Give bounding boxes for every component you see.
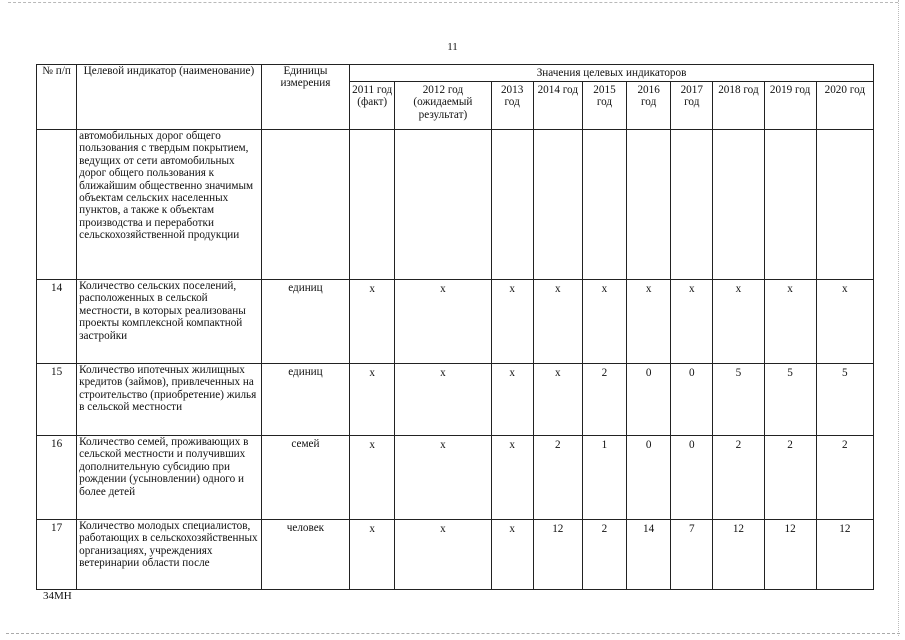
header-values-group: Значения целевых индикаторов <box>350 65 874 82</box>
value-cell: 2 <box>816 436 873 520</box>
value-cell <box>627 130 671 280</box>
header-year: 2017 год <box>671 82 713 130</box>
unit-cell: семей <box>261 436 349 520</box>
value-cell: х <box>491 364 533 436</box>
value-cell: 0 <box>671 364 713 436</box>
page-number: 11 <box>447 41 458 53</box>
indicator-table <box>36 64 874 590</box>
value-cell: х <box>671 280 713 364</box>
unit-cell: единиц <box>261 364 349 436</box>
unit-cell: человек <box>261 520 349 590</box>
value-cell: 0 <box>627 436 671 520</box>
value-cell: х <box>395 280 491 364</box>
value-cell: 2 <box>582 364 626 436</box>
row-number <box>37 130 77 280</box>
value-cell: 7 <box>671 520 713 590</box>
value-cell: х <box>491 436 533 520</box>
header-year: 2011 год (факт) <box>350 82 395 130</box>
value-cell: 14 <box>627 520 671 590</box>
document-code: 34МН <box>43 590 72 602</box>
value-cell: 5 <box>816 364 873 436</box>
header-year: 2014 год <box>533 82 582 130</box>
value-cell <box>713 130 764 280</box>
header-row-top <box>37 65 874 82</box>
value-cell: х <box>627 280 671 364</box>
header-year: 2016 год <box>627 82 671 130</box>
row-number: 14 <box>37 280 77 364</box>
scan-edge-top <box>8 2 898 3</box>
indicator-name: автомобильных дорог общего пользования с твердым покрытием, ведущих от сети автомобильных дорог общего пользования к ближайшим общественно значимым объектам сельских населенных пунктов, а также к объектам производства и переработки сельскохозяйственной продукции <box>77 130 262 280</box>
value-cell: х <box>533 364 582 436</box>
value-cell <box>671 130 713 280</box>
indicator-name: Количество сельских поселений, расположенных в сельской местности, в которых реализованы проекты комплексной компактной застройки <box>77 280 262 364</box>
header-num: № п/п <box>37 65 77 130</box>
value-cell: х <box>491 520 533 590</box>
value-cell: 1 <box>582 436 626 520</box>
value-cell: 0 <box>627 364 671 436</box>
value-cell: х <box>350 280 395 364</box>
value-cell <box>350 130 395 280</box>
unit-cell <box>261 130 349 280</box>
indicator-name: Количество семей, проживающих в сельской местности и получивших дополнительную субсидию при рождении (усыновлении) одного и более детей <box>77 436 262 520</box>
header-year: 2013 год <box>491 82 533 130</box>
value-cell <box>764 130 816 280</box>
value-cell: 0 <box>671 436 713 520</box>
value-cell: х <box>816 280 873 364</box>
value-cell <box>395 130 491 280</box>
value-cell: х <box>395 520 491 590</box>
value-cell: х <box>350 520 395 590</box>
value-cell: х <box>395 436 491 520</box>
value-cell: х <box>582 280 626 364</box>
row-number: 16 <box>37 436 77 520</box>
value-cell: х <box>713 280 764 364</box>
table-row <box>37 436 874 520</box>
indicator-name: Количество ипотечных жилищных кредитов (займов), привлеченных на строительство (приобретение) жилья в сельской местности <box>77 364 262 436</box>
value-cell: х <box>764 280 816 364</box>
value-cell: х <box>491 280 533 364</box>
row-number: 15 <box>37 364 77 436</box>
value-cell: 12 <box>533 520 582 590</box>
header-year: 2018 год <box>713 82 764 130</box>
value-cell: 2 <box>713 436 764 520</box>
value-cell: 5 <box>713 364 764 436</box>
value-cell <box>491 130 533 280</box>
header-year: 2015 год <box>582 82 626 130</box>
scan-edge-bottom <box>6 633 900 634</box>
table-row <box>37 130 874 280</box>
header-unit: Единицы измерения <box>261 65 349 130</box>
value-cell <box>582 130 626 280</box>
value-cell: 2 <box>582 520 626 590</box>
unit-cell: единиц <box>261 280 349 364</box>
scan-edge-right <box>898 0 899 636</box>
value-cell: 12 <box>816 520 873 590</box>
value-cell: 5 <box>764 364 816 436</box>
header-year: 2012 год (ожидаемый результат) <box>395 82 491 130</box>
table-row <box>37 364 874 436</box>
value-cell: х <box>533 280 582 364</box>
table-row <box>37 520 874 590</box>
value-cell: х <box>350 436 395 520</box>
row-number: 17 <box>37 520 77 590</box>
value-cell: х <box>395 364 491 436</box>
value-cell: 2 <box>533 436 582 520</box>
header-year: 2020 год <box>816 82 873 130</box>
value-cell: 12 <box>764 520 816 590</box>
value-cell: х <box>350 364 395 436</box>
value-cell: 2 <box>764 436 816 520</box>
indicator-name: Количество молодых специалистов, работающих в сельскохозяйственных организациях, учреждениях ветеринарии области после <box>77 520 262 590</box>
table-row <box>37 280 874 364</box>
value-cell: 12 <box>713 520 764 590</box>
value-cell <box>816 130 873 280</box>
value-cell <box>533 130 582 280</box>
header-indicator: Целевой индикатор (наименование) <box>77 65 262 130</box>
header-year: 2019 год <box>764 82 816 130</box>
